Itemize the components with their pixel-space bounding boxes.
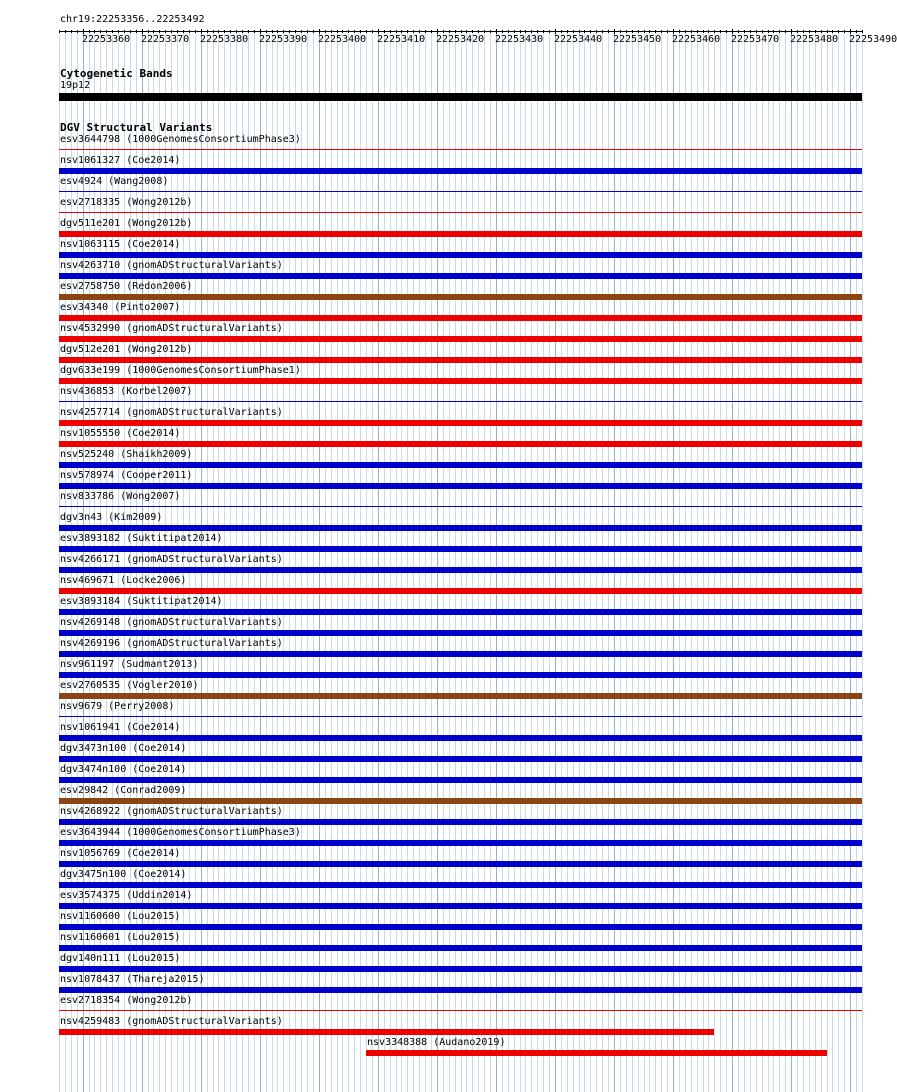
variant-label[interactable]: esv34340 (Pinto2007) — [60, 302, 181, 313]
variant-label[interactable]: esv3574375 (Uddin2014) — [60, 890, 193, 901]
ruler-minor-tick — [390, 30, 391, 33]
ruler-minor-tick — [809, 30, 810, 33]
ruler-minor-tick — [396, 30, 397, 33]
ruler-minor-tick — [703, 30, 704, 33]
ruler-minor-tick — [136, 30, 137, 33]
ruler-minor-tick — [579, 30, 580, 33]
variant-label[interactable]: dgv3473n100 (Coe2014) — [60, 743, 187, 754]
ruler-minor-tick — [59, 30, 60, 33]
variant-feature-bar[interactable] — [59, 168, 862, 174]
variant-feature-bar[interactable] — [59, 882, 862, 888]
ruler-minor-tick — [685, 30, 686, 33]
ruler-tick-label: 22253440 — [554, 34, 603, 45]
ruler-minor-tick — [236, 30, 237, 33]
ruler-tick-label: 22253380 — [200, 34, 249, 45]
ruler-minor-tick — [549, 30, 550, 33]
ruler-minor-tick — [472, 30, 473, 33]
ruler-minor-tick — [342, 30, 343, 33]
variant-feature-bar[interactable] — [59, 840, 862, 846]
ruler-minor-tick — [118, 30, 119, 33]
ruler-minor-tick — [602, 30, 603, 33]
ruler-minor-tick — [773, 30, 774, 33]
ruler-tick-label: 22253360 — [82, 34, 131, 45]
variant-label[interactable]: esv3893184 (Suktitipat2014) — [60, 596, 223, 607]
ruler-minor-tick — [112, 30, 113, 33]
ruler-minor-tick — [856, 30, 857, 33]
ruler-minor-tick — [325, 30, 326, 33]
variant-label[interactable]: esv2718335 (Wong2012b) — [60, 197, 193, 208]
ruler-minor-tick — [638, 30, 639, 33]
ruler-minor-tick — [348, 30, 349, 33]
variant-label[interactable]: dgv511e201 (Wong2012b) — [60, 218, 193, 229]
dgv-track-title: DGV Structural Variants — [60, 121, 213, 134]
variant-feature-bar[interactable] — [59, 630, 862, 636]
ruler-minor-tick — [478, 30, 479, 33]
ruler-minor-tick — [708, 30, 709, 33]
variant-feature-bar[interactable] — [59, 525, 862, 531]
variant-feature-bar[interactable] — [59, 987, 862, 993]
ruler-minor-tick — [224, 30, 225, 33]
variant-feature-bar[interactable] — [59, 149, 862, 150]
ruler-minor-tick — [785, 30, 786, 33]
ruler-minor-tick — [401, 30, 402, 33]
variant-label[interactable]: nsv3348388 (Audano2019) — [367, 1037, 506, 1048]
ruler-minor-tick — [714, 30, 715, 33]
variant-feature-bar[interactable] — [59, 567, 862, 573]
ruler-minor-tick — [189, 30, 190, 33]
ruler-minor-tick — [130, 30, 131, 33]
ruler-minor-tick — [525, 30, 526, 33]
ruler-minor-tick — [71, 30, 72, 33]
ruler-minor-tick — [762, 30, 763, 33]
cytoband-bar[interactable] — [59, 93, 862, 101]
ruler-minor-tick — [207, 30, 208, 33]
variant-feature-bar[interactable] — [59, 756, 862, 762]
ruler-minor-tick — [337, 30, 338, 33]
variant-feature-bar[interactable] — [59, 441, 862, 447]
variant-feature-bar[interactable] — [59, 483, 862, 489]
ruler-minor-tick — [443, 30, 444, 33]
variant-feature-bar[interactable] — [59, 609, 862, 615]
ruler-minor-tick — [277, 30, 278, 33]
ruler-minor-tick — [272, 30, 273, 33]
ruler-minor-tick — [242, 30, 243, 33]
variant-feature-bar[interactable] — [59, 735, 862, 741]
ruler-minor-tick — [331, 30, 332, 33]
ruler-minor-tick — [124, 30, 125, 33]
ruler-minor-tick — [821, 30, 822, 33]
ruler-tick-label: 22253400 — [318, 34, 367, 45]
ruler-minor-tick — [301, 30, 302, 33]
ruler-minor-tick — [171, 30, 172, 33]
variant-feature-bar[interactable] — [59, 420, 862, 426]
variant-label[interactable]: esv2718354 (Wong2012b) — [60, 995, 193, 1006]
ruler-tick-label: 22253410 — [377, 34, 426, 45]
ruler-minor-tick — [779, 30, 780, 33]
variant-label[interactable]: nsv1160600 (Lou2015) — [60, 911, 181, 922]
variant-label[interactable]: nsv961197 (Sudmant2013) — [60, 659, 199, 670]
ruler-minor-tick — [283, 30, 284, 33]
variant-label[interactable]: esv3893182 (Suktitipat2014) — [60, 533, 223, 544]
variant-feature-bar[interactable] — [59, 336, 862, 342]
ruler-minor-tick — [153, 30, 154, 33]
ruler-minor-tick — [827, 30, 828, 33]
ruler-minor-tick — [844, 30, 845, 33]
variant-feature-bar[interactable] — [59, 651, 862, 657]
variant-label[interactable]: nsv4257714 (gnomADStructuralVariants) — [60, 407, 283, 418]
ruler-minor-tick — [738, 30, 739, 33]
variant-label[interactable]: nsv4268922 (gnomADStructuralVariants) — [60, 806, 283, 817]
variant-feature-bar[interactable] — [59, 462, 862, 468]
ruler-minor-tick — [567, 30, 568, 33]
ruler-minor-tick — [667, 30, 668, 33]
variant-label[interactable]: dgv3475n100 (Coe2014) — [60, 869, 187, 880]
variant-label[interactable]: nsv9679 (Perry2008) — [60, 701, 175, 712]
variant-label[interactable]: dgv3474n100 (Coe2014) — [60, 764, 187, 775]
variant-label[interactable]: nsv4259483 (gnomADStructuralVariants) — [60, 1016, 283, 1027]
variant-feature-bar[interactable] — [59, 378, 862, 384]
variant-feature-bar[interactable] — [59, 252, 862, 258]
variant-feature-bar[interactable] — [59, 945, 862, 951]
ruler-minor-tick — [455, 30, 456, 33]
variant-feature-bar[interactable] — [59, 294, 862, 300]
ruler-tick-label: 22253430 — [495, 34, 544, 45]
ruler-tick-label: 22253420 — [436, 34, 485, 45]
ruler-minor-tick — [354, 30, 355, 33]
ruler-minor-tick — [502, 30, 503, 33]
ruler-minor-tick — [726, 30, 727, 33]
ruler-minor-tick — [661, 30, 662, 33]
variant-feature-bar[interactable] — [59, 693, 862, 699]
variant-label[interactable]: nsv4266171 (gnomADStructuralVariants) — [60, 554, 283, 565]
ruler-minor-tick — [307, 30, 308, 33]
ruler-minor-tick — [65, 30, 66, 33]
cytoband-label: 19p12 — [60, 80, 91, 91]
ruler-minor-tick — [797, 30, 798, 33]
region-label: chr19:22253356..22253492 — [60, 14, 205, 25]
variant-label[interactable]: esv2760535 (Vogler2010) — [60, 680, 199, 691]
variant-feature-bar[interactable] — [59, 273, 862, 279]
ruler-minor-tick — [413, 30, 414, 33]
variant-label[interactable]: nsv578974 (Cooper2011) — [60, 470, 193, 481]
ruler-minor-tick — [419, 30, 420, 33]
ruler-minor-tick — [514, 30, 515, 33]
variant-feature-bar[interactable] — [59, 231, 862, 237]
variant-feature-bar[interactable] — [59, 357, 862, 363]
variant-label[interactable]: nsv1055550 (Coe2014) — [60, 428, 181, 439]
ruler-minor-tick — [543, 30, 544, 33]
ruler-minor-tick — [461, 30, 462, 33]
ruler-minor-tick — [596, 30, 597, 33]
variant-label[interactable]: esv3644798 (1000GenomesConsortiumPhase3) — [60, 134, 301, 145]
variant-feature-bar[interactable] — [59, 966, 862, 972]
ruler-minor-tick — [626, 30, 627, 33]
ruler-minor-tick — [649, 30, 650, 33]
ruler-minor-tick — [100, 30, 101, 33]
ruler-tick-label: 22253370 — [141, 34, 190, 45]
variant-label[interactable]: nsv1061941 (Coe2014) — [60, 722, 181, 733]
variant-label[interactable]: nsv1078437 (Thareja2015) — [60, 974, 205, 985]
ruler-minor-tick — [165, 30, 166, 33]
ruler-minor-tick — [832, 30, 833, 33]
ruler-minor-tick — [508, 30, 509, 33]
variant-feature-bar[interactable] — [59, 924, 862, 930]
ruler-minor-tick — [384, 30, 385, 33]
ruler-minor-tick — [520, 30, 521, 33]
variant-feature-bar[interactable] — [59, 546, 862, 552]
variant-label[interactable]: esv29842 (Conrad2009) — [60, 785, 187, 796]
ruler-minor-tick — [537, 30, 538, 33]
ruler-minor-tick — [620, 30, 621, 33]
ruler-minor-tick — [313, 30, 314, 33]
variant-label[interactable]: esv2758750 (Redon2006) — [60, 281, 193, 292]
ruler-minor-tick — [431, 30, 432, 33]
ruler-minor-tick — [691, 30, 692, 33]
ruler-minor-tick — [484, 30, 485, 33]
ruler-minor-tick — [679, 30, 680, 33]
variant-label[interactable]: esv4924 (Wang2008) — [60, 176, 169, 187]
ruler-tick-label: 22253490 — [849, 34, 897, 45]
variant-label[interactable]: nsv1056769 (Coe2014) — [60, 848, 181, 859]
ruler-minor-tick — [89, 30, 90, 33]
variant-feature-bar[interactable] — [59, 1029, 714, 1035]
ruler-minor-tick — [756, 30, 757, 33]
cytobands-track-title: Cytogenetic Bands — [60, 67, 173, 80]
ruler-minor-tick — [838, 30, 839, 33]
variant-feature-bar[interactable] — [59, 861, 862, 867]
variant-label[interactable]: esv3643944 (1000GenomesConsortiumPhase3) — [60, 827, 301, 838]
ruler-minor-tick — [407, 30, 408, 33]
variant-feature-bar[interactable] — [59, 819, 862, 825]
ruler-minor-tick — [94, 30, 95, 33]
ruler-tick-label: 22253470 — [731, 34, 780, 45]
ruler-minor-tick — [720, 30, 721, 33]
ruler-minor-tick — [106, 30, 107, 33]
ruler-tick-label: 22253390 — [259, 34, 308, 45]
ruler-minor-tick — [195, 30, 196, 33]
ruler-minor-tick — [177, 30, 178, 33]
variant-label[interactable]: nsv833786 (Wong2007) — [60, 491, 181, 502]
ruler-minor-tick — [159, 30, 160, 33]
ruler-tick-label: 22253460 — [672, 34, 721, 45]
variant-feature-bar[interactable] — [59, 212, 862, 213]
variant-feature-bar[interactable] — [59, 506, 862, 507]
variant-label[interactable]: nsv436853 (Korbel2007) — [60, 386, 193, 397]
ruler-minor-tick — [608, 30, 609, 33]
variant-feature-bar[interactable] — [59, 716, 862, 717]
ruler-minor-tick — [148, 30, 149, 33]
variant-label[interactable]: nsv4532990 (gnomADStructuralVariants) — [60, 323, 283, 334]
variant-label[interactable]: dgv512e201 (Wong2012b) — [60, 344, 193, 355]
variant-label[interactable]: dgv633e199 (1000GenomesConsortiumPhase1) — [60, 365, 301, 376]
ruler-minor-tick — [77, 30, 78, 33]
ruler-minor-tick — [750, 30, 751, 33]
ruler-minor-tick — [248, 30, 249, 33]
ruler-minor-tick — [815, 30, 816, 33]
ruler-minor-tick — [768, 30, 769, 33]
variant-label[interactable]: dgv3n43 (Kim2009) — [60, 512, 163, 523]
variant-label[interactable]: nsv525240 (Shaikh2009) — [60, 449, 193, 460]
variant-label[interactable]: nsv4269148 (gnomADStructuralVariants) — [60, 617, 283, 628]
ruler-minor-tick — [449, 30, 450, 33]
ruler-minor-tick — [183, 30, 184, 33]
variant-feature-bar[interactable] — [59, 191, 862, 192]
variant-label[interactable]: dgv140n111 (Lou2015) — [60, 953, 181, 964]
variant-feature-bar[interactable] — [59, 401, 862, 402]
ruler-minor-tick — [360, 30, 361, 33]
ruler-minor-tick — [230, 30, 231, 33]
ruler-minor-tick — [295, 30, 296, 33]
variant-label[interactable]: nsv4263710 (gnomADStructuralVariants) — [60, 260, 283, 271]
variant-label[interactable]: nsv1063115 (Coe2014) — [60, 239, 181, 250]
variant-label[interactable]: nsv1160601 (Lou2015) — [60, 932, 181, 943]
ruler-minor-tick — [531, 30, 532, 33]
variant-label[interactable]: nsv4269196 (gnomADStructuralVariants) — [60, 638, 283, 649]
ruler-minor-tick — [218, 30, 219, 33]
ruler-minor-tick — [266, 30, 267, 33]
ruler-minor-tick — [366, 30, 367, 33]
ruler-minor-tick — [803, 30, 804, 33]
ruler-minor-tick — [632, 30, 633, 33]
variant-feature-bar[interactable] — [59, 588, 862, 594]
variant-feature-bar[interactable] — [59, 798, 862, 804]
ruler-minor-tick — [425, 30, 426, 33]
ruler-minor-tick — [573, 30, 574, 33]
ruler-minor-tick — [466, 30, 467, 33]
ruler-minor-tick — [372, 30, 373, 33]
ruler-minor-tick — [490, 30, 491, 33]
ruler-tick-label: 22253480 — [790, 34, 839, 45]
ruler-tick-label: 22253450 — [613, 34, 662, 45]
ruler-minor-tick — [561, 30, 562, 33]
variant-feature-bar[interactable] — [59, 777, 862, 783]
ruler-minor-tick — [590, 30, 591, 33]
ruler-minor-tick — [254, 30, 255, 33]
variant-feature-bar[interactable] — [366, 1050, 827, 1056]
ruler-minor-tick — [644, 30, 645, 33]
ruler-minor-tick — [862, 30, 863, 33]
variant-label[interactable]: nsv1061327 (Coe2014) — [60, 155, 181, 166]
ruler-minor-tick — [655, 30, 656, 33]
variant-label[interactable]: nsv469671 (Locke2006) — [60, 575, 187, 586]
ruler-minor-tick — [289, 30, 290, 33]
variant-feature-bar[interactable] — [59, 315, 862, 321]
ruler-minor-tick — [213, 30, 214, 33]
ruler-minor-tick — [697, 30, 698, 33]
variant-feature-bar[interactable] — [59, 903, 862, 909]
variant-feature-bar[interactable] — [59, 672, 862, 678]
ruler-minor-tick — [584, 30, 585, 33]
variant-feature-bar[interactable] — [59, 1010, 862, 1011]
ruler-minor-tick — [744, 30, 745, 33]
